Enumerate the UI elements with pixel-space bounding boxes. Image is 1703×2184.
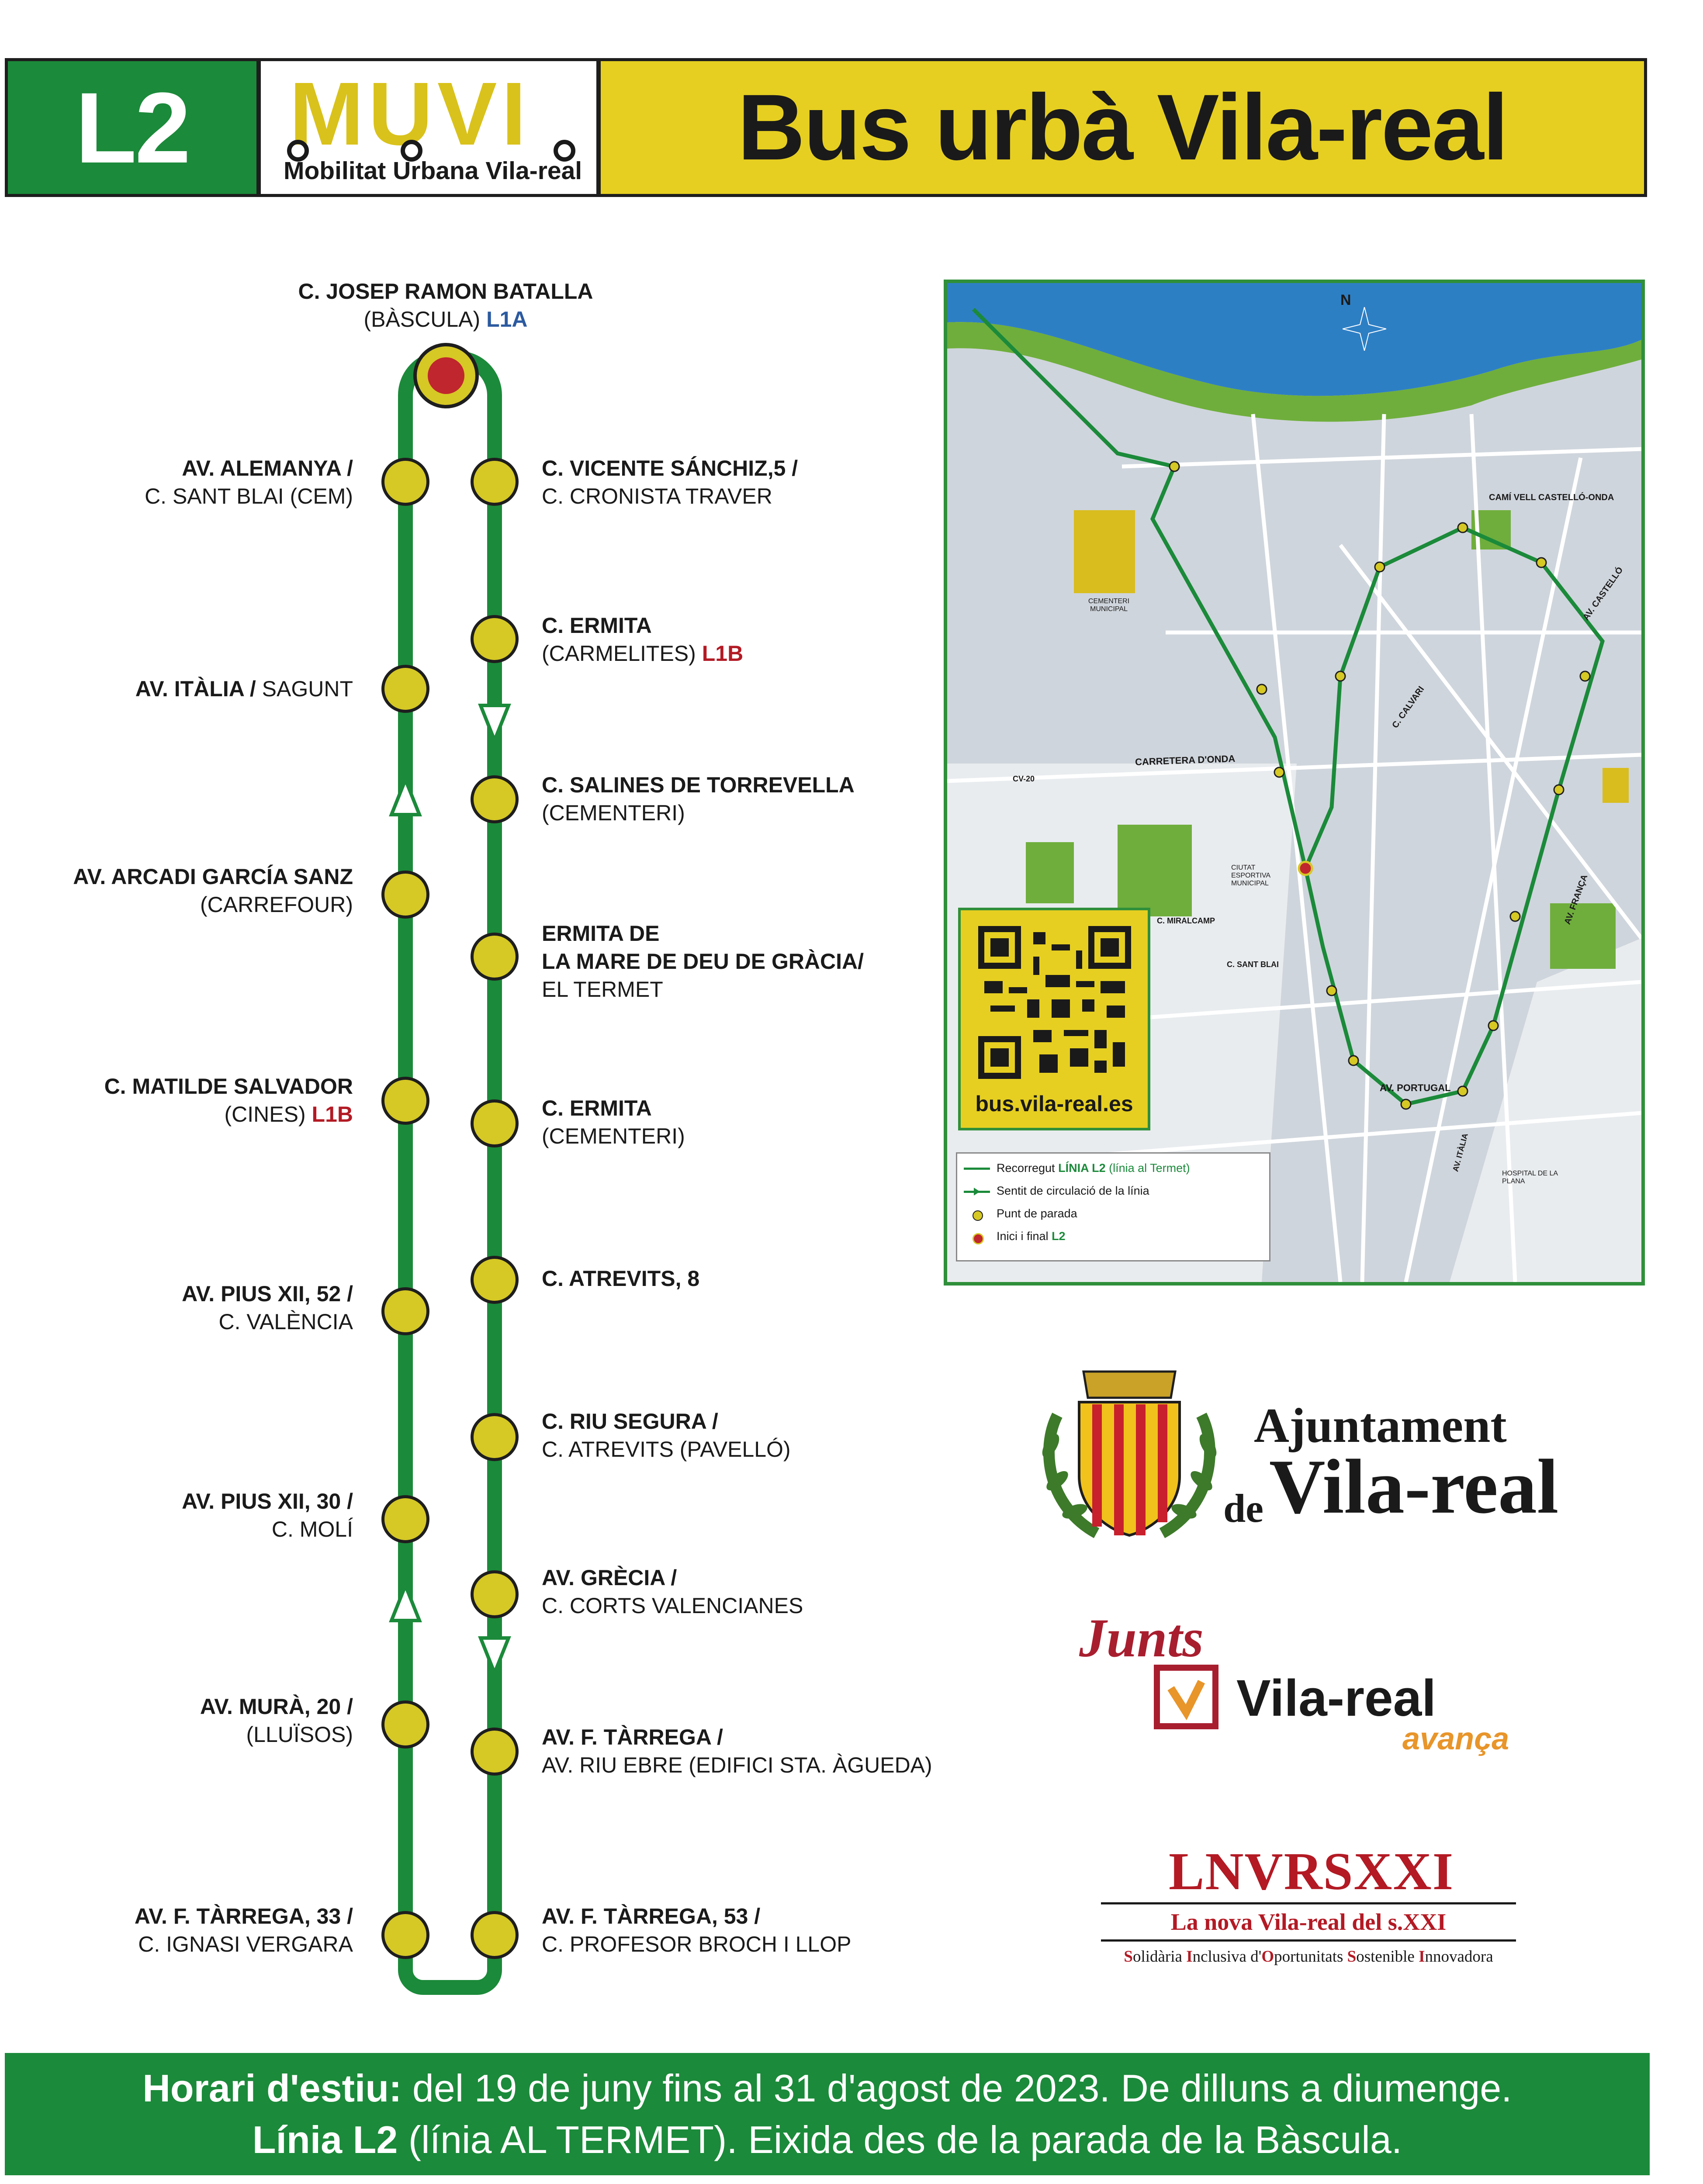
lnvrs-value: Solidària xyxy=(1124,1948,1187,1966)
stop-marker xyxy=(381,665,429,713)
stop-label-right: AV. F. TÀRREGA / AV. RIU EBRE (EDIFICI STA. ÀGUEDA) xyxy=(542,1725,932,1777)
qr-box[interactable] xyxy=(958,908,1150,1130)
street-label: AV. PORTUGAL xyxy=(1380,1082,1451,1093)
stop-marker xyxy=(381,871,429,919)
schedule-banner xyxy=(5,2053,1650,2175)
map-legend xyxy=(956,1152,1270,1261)
legend-item: Recorregut LÍNIA L2 (línia al Termet) xyxy=(997,1161,1190,1175)
lnvrs-value: Inclusiva xyxy=(1186,1948,1251,1966)
start-stop-name: C. JOSEP RAMON BATALLA xyxy=(298,279,593,304)
stop-label-left: AV. PIUS XII, 30 / C. MOLÍ xyxy=(182,1489,353,1541)
stop-marker xyxy=(471,933,519,981)
street-label: C. MIRALCAMP xyxy=(1157,916,1215,925)
stop-label-left: AV. MURÀ, 20 / (LLUÏSOS) xyxy=(200,1694,353,1747)
stop-marker xyxy=(381,1077,429,1125)
start-stop-label xyxy=(262,277,629,333)
stop-marker xyxy=(471,1570,519,1618)
stop-label-right: C. VICENTE SÁNCHIZ,5 / C. CRONISTA TRAVER xyxy=(542,456,798,508)
qr-url: bus.vila-real.es xyxy=(975,1092,1133,1116)
stop-label-right: C. ERMITA (CEMENTERI) xyxy=(542,1096,685,1148)
coat-of-arms-icon xyxy=(1031,1363,1228,1555)
lnvrs-values xyxy=(1101,1947,1516,1966)
place-label: HOSPITAL DE LA PLANA xyxy=(1502,1170,1558,1185)
stop-label-right: C. ATREVITS, 8 xyxy=(542,1266,700,1291)
compass-label: N xyxy=(1340,292,1351,308)
stop-marker xyxy=(471,1911,519,1959)
place-label: CEMENTERI MUNICIPAL xyxy=(1088,598,1130,613)
stop-label-right: C. ERMITA (CARMELITES) L1B xyxy=(542,613,744,666)
stop-marker xyxy=(471,1728,519,1776)
stop-marker xyxy=(381,1287,429,1335)
start-stop-marker xyxy=(413,343,479,408)
schedule-line: Línia L2 xyxy=(252,2118,398,2161)
muvi-subtitle: Mobilitat Urbana Vila-real xyxy=(284,157,582,185)
page-title: Bus urbà Vila-real xyxy=(598,58,1647,197)
street-label: CARRETERA D'ONDA xyxy=(1135,753,1236,767)
start-stop-detail: (BÀSCULA) xyxy=(363,307,481,332)
stop-label-right: AV. F. TÀRREGA, 53 / C. PROFESOR BROCH I LLOP xyxy=(542,1904,852,1956)
stop-marker xyxy=(471,1099,519,1147)
transfer-ref: L1A xyxy=(486,307,528,332)
lnvrs-subtitle: La nova Vila-real del s.XXI xyxy=(1101,1902,1516,1942)
lnvrs-wordmark: LNVRSXXI xyxy=(1169,1842,1454,1901)
legend-item: Punt de parada xyxy=(997,1207,1077,1220)
lnvrs-value: Oportunitats xyxy=(1261,1948,1347,1966)
muvi-logo xyxy=(258,58,599,197)
schedule-season: Horari d'estiu: xyxy=(142,2067,402,2110)
ajuntament-name: Vila-real xyxy=(1269,1443,1559,1530)
junts-vilareal-text: Vila-real xyxy=(1236,1669,1436,1727)
street-label: C. CALVARI xyxy=(1390,684,1426,730)
stop-label-left: AV. ITÀLIA / SAGUNT xyxy=(135,677,353,701)
ajuntament-de: de xyxy=(1223,1486,1263,1531)
stop-label-right: C. SALINES DE TORREVELLA (CEMENTERI) xyxy=(542,773,855,825)
stop-label-left: AV. PIUS XII, 52 / C. VALÈNCIA xyxy=(182,1282,353,1334)
stop-marker xyxy=(381,1700,429,1749)
route-map[interactable] xyxy=(944,280,1645,1286)
stop-label-right: ERMITA DE LA MARE DE DEU DE GRÀCIA/ EL TERMET xyxy=(542,921,864,1002)
map-start-marker xyxy=(1299,862,1312,875)
qr-code-icon xyxy=(978,926,1131,1079)
ajuntament-text: Ajuntament xyxy=(1254,1399,1507,1453)
stop-marker xyxy=(381,1495,429,1543)
lnvrs-value: d' xyxy=(1250,1948,1262,1966)
stop-marker xyxy=(381,458,429,506)
street-label: CV-20 xyxy=(1013,774,1035,783)
street-label: AV. FRANÇA xyxy=(1562,873,1590,926)
line-badge xyxy=(5,58,260,197)
street-label: AV. ITÀLIA xyxy=(1451,1132,1470,1173)
compass-icon xyxy=(1343,307,1386,351)
legend-item: Inici i final L2 xyxy=(997,1230,1066,1243)
junts-emblem-icon xyxy=(1153,1664,1219,1730)
line-number: L2 xyxy=(75,71,189,184)
stop-label-left: AV. ALEMANYA / C. SANT BLAI (CEM) xyxy=(145,456,353,508)
place-label: CIUTAT ESPORTIVA MUNICIPAL xyxy=(1231,864,1270,887)
map-streets xyxy=(947,283,1641,1282)
stop-marker xyxy=(471,775,519,823)
stop-label-right: AV. GRÈCIA / C. CORTS VALENCIANES xyxy=(542,1565,803,1618)
lnvrs-value: Innovadora xyxy=(1419,1948,1493,1966)
stop-marker xyxy=(471,615,519,663)
schedule-dates: del 19 de juny fins al 31 d'agost de 2023. De dilluns a diumenge. xyxy=(402,2067,1512,2110)
street-label: AV. CASTELLÓ xyxy=(1581,565,1625,622)
legend-item: Sentit de circulació de la línia xyxy=(997,1184,1149,1197)
street-label: C. SANT BLAI xyxy=(1227,960,1279,969)
stop-marker xyxy=(471,1413,519,1461)
stop-label-left: AV. F. TÀRREGA, 33 / C. IGNASI VERGARA xyxy=(134,1904,353,1956)
junts-avanca-text: avança xyxy=(1402,1721,1509,1756)
stop-marker xyxy=(381,1911,429,1959)
lnvrs-value: Sostenible xyxy=(1347,1948,1419,1966)
stop-marker xyxy=(471,1256,519,1304)
muvi-wordmark: MUVI xyxy=(289,64,531,164)
stop-label-right: C. RIU SEGURA / C. ATREVITS (PAVELLÓ) xyxy=(542,1409,791,1462)
street-label: CAMÍ VELL CASTELLÓ-ONDA xyxy=(1489,493,1614,502)
schedule-origin: (línia AL TERMET). Eixida des de la parada de la Bàscula. xyxy=(398,2118,1402,2161)
stop-label-left: AV. ARCADI GARCÍA SANZ (CARREFOUR) xyxy=(73,864,353,917)
stop-label-left: C. MATILDE SALVADOR (CINES) L1B xyxy=(104,1074,353,1127)
stop-marker xyxy=(471,458,519,506)
junts-text: Junts xyxy=(1079,1608,1204,1669)
